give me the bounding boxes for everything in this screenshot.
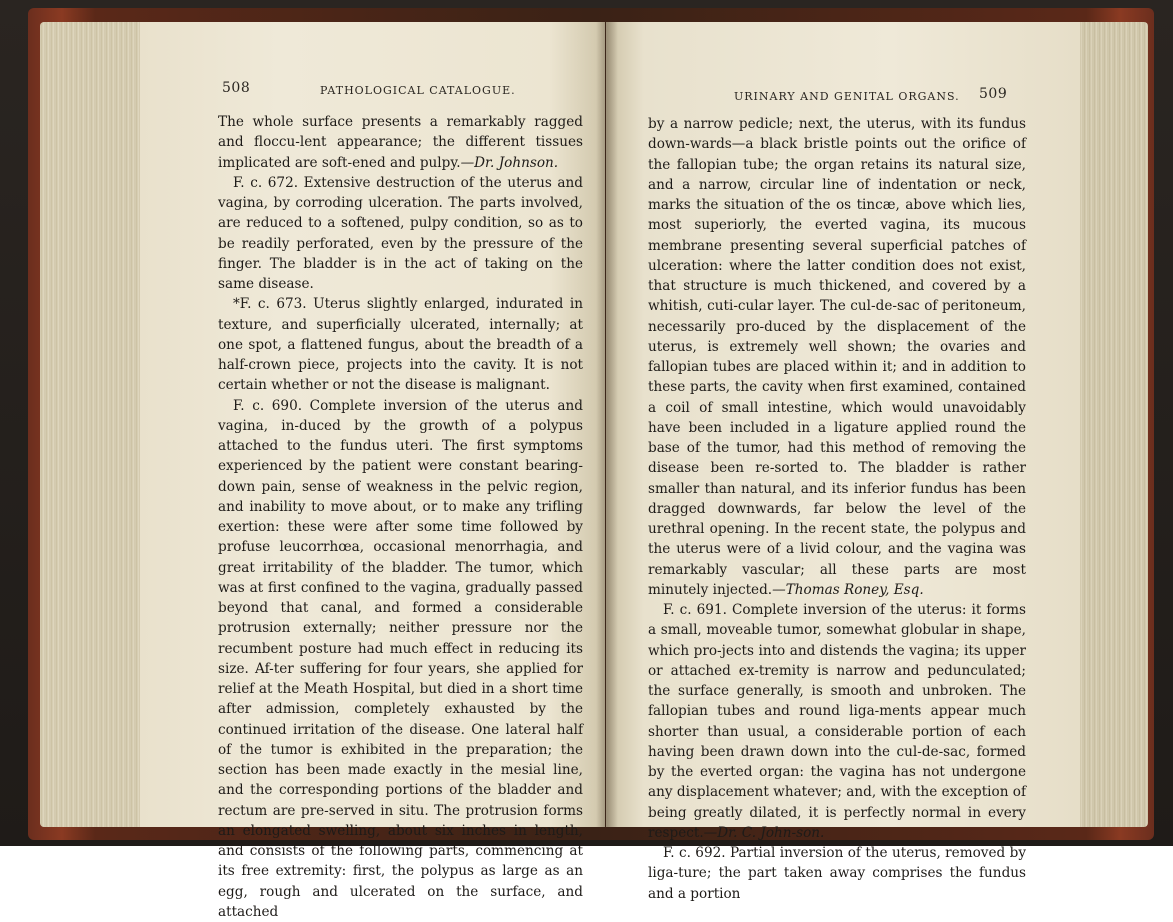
paragraph: *F. c. 673. Uterus slightly enlarged, indurated in texture, and superficially ulcerated, internally; at one spot, a flattened fungus, about the breadth of a half-crown piece, projects into the cavity. It is not certain whether or not the disease is malignant. [218, 294, 583, 395]
paragraph: F. c. 672. Extensive destruction of the uterus and vagina, by corroding ulceration. The parts involved, are reduced to a softened, pulpy condition, so as to be readily perforated, even by the pressure of the finger. The bladder is in the act of taking on the same disease. [218, 173, 583, 295]
page-number: 509 [979, 86, 1007, 102]
page-edges-left [40, 22, 142, 827]
paragraph: The whole surface presents a remarkably ragged and floccu-lent appearance; the different tissues implicated are soft-ened and pulpy.—Dr. Johnson. [218, 112, 583, 173]
paragraph: by a narrow pedicle; next, the uterus, with its fundus down-wards—a black bristle points out the orifice of the fallopian tube; the organ retains its natural size, and a narrow, circular line of indentation or neck, marks the situation of the os tincæ, above which lies, most superiorly, the everted vagina, its mucous membrane presenting several superficial patches of ulceration: where the latter condition does not exist, that structure is much thickened, and covered by a whitish, cuti-cular layer. The cul-de-sac of peritoneum, necessarily pro-duced by the displacement of the uterus, is extremely well shown; the ovaries and fallopian tubes are placed within it; and in addition to these parts, the cavity when first examined, contained a coil of small intestine, which would unavoidably have been included in a ligature applied round the base of the tumor, had this method of removing the disease been re-sorted to. The bladder is rather smaller than natural, and its inferior fundus has been dragged downwards, far below the level of the urethral opening. In the recent state, the polypus and the uterus were of a livid colour, and the vagina was remarkably vascular; all these parts are most minutely injected.—Thomas Roney, Esq. [648, 114, 1026, 600]
running-head: URINARY AND GENITAL ORGANS. [734, 90, 960, 103]
left-page-header [140, 84, 605, 108]
book-gutter [596, 22, 618, 827]
left-page [140, 22, 605, 827]
right-page-header [606, 84, 1080, 108]
paragraph: F. c. 690. Complete inversion of the uterus and vagina, in-duced by the growth of a polypus attached to the fundus uteri. The first symptoms experienced by the patient were constant bearing-down pain, sense of weakness in the pelvic region, and inability to move about, or to make any trifling exertion: these were after some time followed by profuse leucorrhœa, occasional menorrhagia, and great irritability of the bladder. The tumor, which was at first confined to the vagina, gradually passed beyond that canal, and formed a considerable protrusion externally; neither pressure nor the recumbent posture had much effect in reducing its size. Af-ter suffering for four years, she applied for relief at the Meath Hospital, but died in a short time after admission, completely exhausted by the continued irritation of the disease. One lateral half of the tumor is exhibited in the preparation; the section has been made exactly in the mesial line, and the corresponding portions of the bladder and rectum are pre-served in situ. The protrusion forms an elongated swelling, about six inches in length, and consists of the following parts, commencing at its free extremity: first, the polypus as large as an egg, rough and ulcerated on the surface, and attached [218, 396, 583, 922]
paragraph: F. c. 691. Complete inversion of the uterus: it forms a small, moveable tumor, somewhat globular in shape, which pro-jects into and distends the vagina; its upper or attached ex-tremity is narrow and pedunculated; the surface generally, is smooth and unbroken. The fallopian tubes and round liga-ments appear much shorter than usual, a considerable portion of each having been drawn down into the cul-de-sac, formed by the everted organ: the vagina has not undergone any displacement whatever; and, with the exception of being greatly dilated, it is perfectly normal in every respect.—Dr. C. John-son. [648, 600, 1026, 843]
paragraph: F. c. 692. Partial inversion of the uterus, removed by liga-ture; the part taken away comprises the fundus and a portion [648, 843, 1026, 904]
right-page-body [648, 114, 1026, 904]
page-number: 508 [222, 80, 250, 96]
right-page [606, 22, 1080, 827]
left-page-body [218, 112, 583, 922]
page-edges-right [1078, 22, 1148, 827]
running-head: PATHOLOGICAL CATALOGUE. [320, 84, 516, 97]
